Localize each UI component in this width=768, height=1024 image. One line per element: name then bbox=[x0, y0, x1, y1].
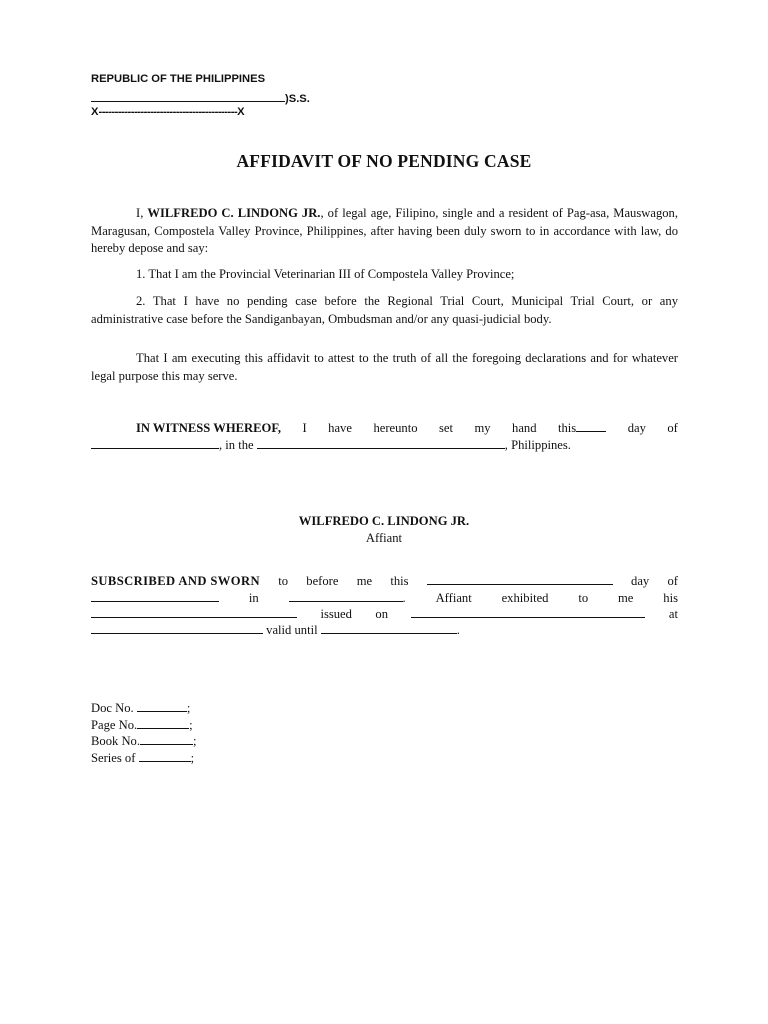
series-blank bbox=[139, 750, 191, 762]
subscribed-line-3 bbox=[91, 606, 678, 624]
witness-word: set bbox=[438, 421, 453, 435]
witness-word: hand bbox=[512, 421, 537, 435]
witness-word: I bbox=[302, 421, 307, 435]
intro-rest: , of legal age, Filipino, single and a resident of Pag-asa, Mauswagon, Maragusan, Compostela Valley Province, Philippines, after having been duly sworn to in accordance with law, do hereby depose and say: bbox=[91, 206, 678, 255]
subscribed-word: before bbox=[306, 574, 339, 588]
subscribed-line-1 bbox=[91, 573, 678, 591]
witness-bold: IN WITNESS WHEREOF, bbox=[136, 421, 281, 435]
page-no-line bbox=[91, 717, 196, 734]
month-blank bbox=[91, 437, 219, 449]
sworn-month-blank bbox=[91, 590, 219, 602]
witness-word: day bbox=[627, 421, 646, 435]
x-line bbox=[91, 106, 245, 118]
semicolon: ; bbox=[192, 734, 197, 748]
subscribed-word: this bbox=[390, 574, 409, 588]
affiant-label: Affiant bbox=[365, 531, 403, 545]
page-no-label: Page No. bbox=[91, 717, 138, 732]
subscribed-bold: SUBSCRIBED AND SWORN bbox=[91, 574, 260, 588]
republic-heading: REPUBLIC OF THE PHILIPPINES bbox=[91, 73, 266, 85]
subscribed-word: his bbox=[663, 591, 678, 605]
subscribed-word: me bbox=[618, 591, 634, 605]
place-blank bbox=[257, 437, 505, 449]
subscribed-word: issued bbox=[320, 607, 352, 621]
witness-word: my bbox=[474, 421, 491, 435]
valid-until-text: valid until bbox=[266, 623, 318, 637]
ss-label: )S.S. bbox=[285, 93, 310, 105]
document-title: AFFIDAVIT OF NO PENDING CASE bbox=[236, 151, 532, 171]
doc-no-blank bbox=[137, 700, 187, 712]
philippines-text: , Philippines. bbox=[504, 438, 571, 452]
sworn-day-blank bbox=[427, 573, 613, 585]
intro-paragraph bbox=[91, 205, 678, 258]
subscribed-word: Affiant bbox=[435, 591, 472, 605]
doc-no-label: Doc No. bbox=[91, 701, 134, 715]
valid-until-blank bbox=[321, 622, 457, 634]
witness-line-2 bbox=[91, 437, 678, 455]
book-no-label: Book No. bbox=[91, 734, 140, 748]
subscribed-word: to bbox=[278, 574, 289, 588]
book-no-blank bbox=[140, 733, 193, 745]
x-right: X bbox=[237, 106, 245, 118]
affiant-signature-name: WILFREDO C. LINDONG JR. bbox=[298, 514, 470, 528]
item-2: 2. That I have no pending case before the Regional Trial Court, Municipal Trial Court, or any administrative case before the Sandiganbayan, Ombudsman and/or any quasi-judicial body. bbox=[91, 294, 678, 326]
witness-word: of bbox=[667, 421, 678, 435]
notary-register bbox=[91, 700, 196, 766]
witness-line-1 bbox=[136, 420, 678, 438]
subscribed-word: to bbox=[578, 591, 589, 605]
semicolon: ; bbox=[189, 717, 193, 732]
day-blank bbox=[576, 420, 606, 432]
semicolon: ; bbox=[186, 701, 191, 715]
x-left: X bbox=[91, 106, 99, 118]
affiant-name-inline: WILFREDO C. LINDONG JR. bbox=[147, 206, 321, 220]
id-blank bbox=[91, 606, 297, 618]
intro-lead: I, bbox=[136, 206, 148, 220]
subscribed-word: of bbox=[667, 574, 678, 588]
witness-word: this bbox=[558, 421, 577, 435]
issued-date-blank bbox=[411, 606, 645, 618]
item-1: 1. That I am the Provincial Veterinarian III of Compostela Valley Province; bbox=[136, 267, 515, 281]
issued-place-blank bbox=[91, 622, 263, 634]
ss-line bbox=[91, 90, 310, 105]
in-the-text: , in the bbox=[219, 438, 254, 452]
subscribed-line-4 bbox=[91, 622, 678, 640]
doc-no-line bbox=[91, 700, 196, 717]
period: . bbox=[456, 623, 460, 637]
series-label: Series of bbox=[91, 750, 136, 765]
subscribed-word: at bbox=[668, 607, 678, 621]
page-no-blank bbox=[137, 717, 189, 729]
witness-word: hereunto bbox=[373, 421, 418, 435]
sworn-place-blank bbox=[289, 590, 403, 602]
witness-word: have bbox=[328, 421, 352, 435]
venue-blank bbox=[91, 90, 285, 102]
subscribed-word: exhibited bbox=[501, 591, 549, 605]
subscribed-word: in bbox=[248, 591, 259, 605]
series-line bbox=[91, 750, 196, 767]
x-dashes: ------------------------------------------- bbox=[98, 106, 238, 118]
book-no-line bbox=[91, 733, 196, 750]
subscribed-word: me bbox=[356, 574, 373, 588]
semicolon: ; bbox=[190, 750, 195, 765]
subscribed-line-2: in . Affiant exhibited to me his bbox=[91, 590, 678, 608]
executing-paragraph: That I am executing this affidavit to attest to the truth of all the foregoing declarations and for whatever legal purpose this may serve. bbox=[91, 351, 678, 383]
subscribed-word: on bbox=[375, 607, 388, 621]
subscribed-word: day bbox=[631, 574, 650, 588]
